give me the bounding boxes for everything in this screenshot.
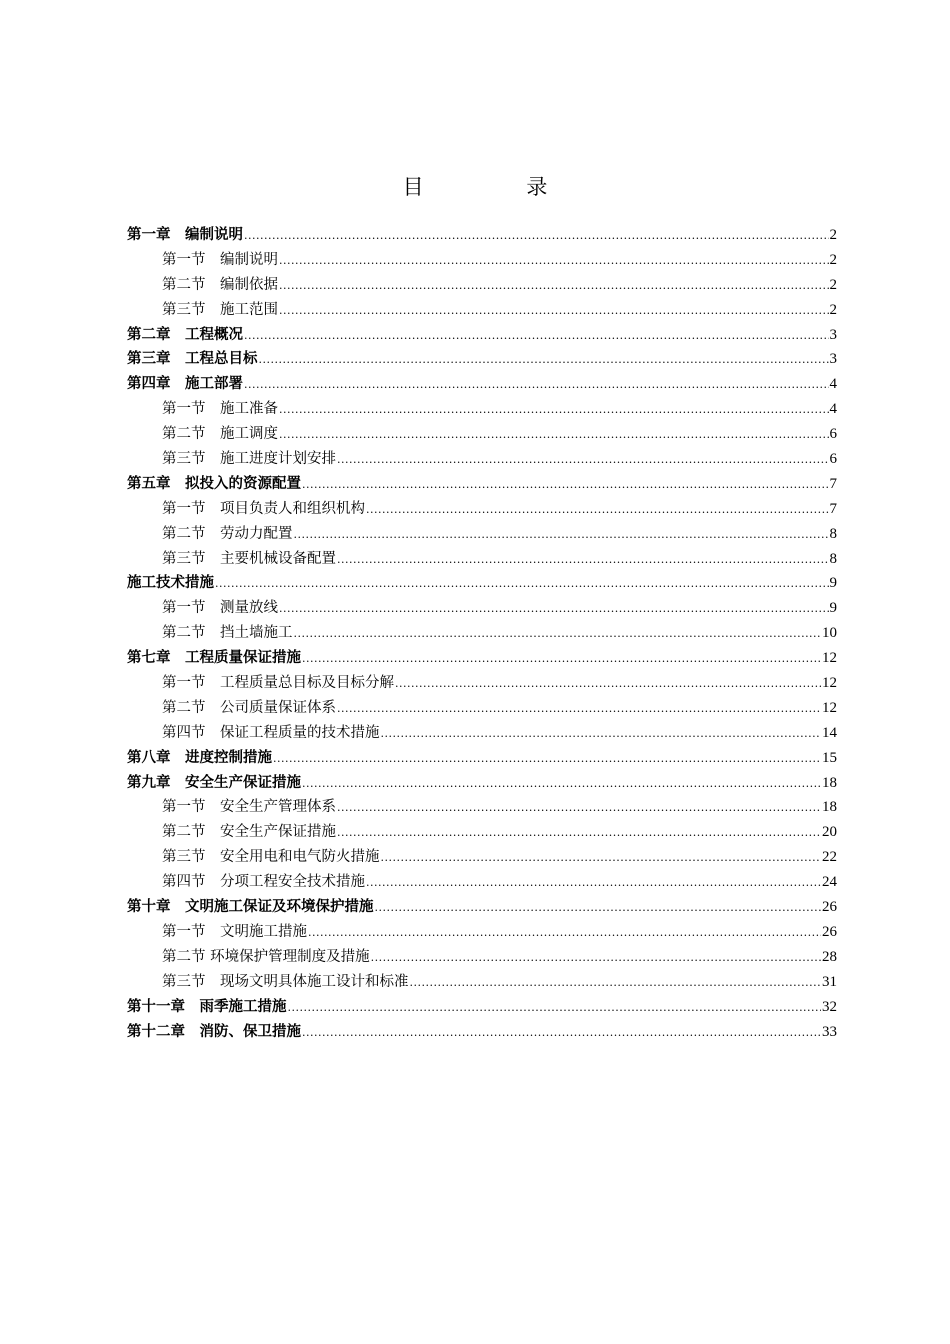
toc-dot-leader	[302, 647, 821, 672]
toc-entry-title: 第一节 项目负责人和组织机构	[162, 500, 365, 517]
toc-dot-leader	[375, 896, 822, 921]
toc-dot-leader	[215, 572, 829, 597]
toc-dot-leader	[337, 821, 821, 846]
toc-entry-title: 第七章 工程质量保证措施	[127, 650, 301, 667]
toc-section-entry[interactable]	[127, 248, 837, 273]
toc-chapter-entry[interactable]	[127, 571, 837, 596]
toc-dot-leader	[279, 423, 829, 448]
toc-entry-title: 第三节 安全用电和电气防火措施	[162, 849, 380, 866]
toc-page-number: 24	[822, 874, 837, 891]
toc-entry-title: 第一节 文明施工措施	[162, 923, 307, 940]
toc-entry-title: 第一节 测量放线	[162, 600, 278, 617]
toc-dot-leader	[279, 274, 829, 299]
toc-section-entry[interactable]	[127, 447, 837, 472]
toc-page-number: 10	[822, 625, 837, 642]
toc-page-number: 3	[829, 351, 837, 368]
toc-dot-leader	[244, 224, 829, 249]
toc-entry-title: 第二节 环境保护管理制度及措施	[162, 948, 370, 965]
toc-page-number: 4	[829, 401, 837, 418]
toc-page-number: 22	[822, 849, 837, 866]
toc-page-number: 12	[822, 675, 837, 692]
toc-page-number: 32	[822, 998, 837, 1015]
toc-section-entry[interactable]	[127, 870, 837, 895]
toc-section-entry[interactable]	[127, 845, 837, 870]
toc-section-entry[interactable]	[127, 920, 837, 945]
toc-page-number: 2	[829, 276, 837, 293]
toc-dot-leader	[302, 1021, 821, 1046]
toc-dot-leader	[337, 796, 821, 821]
toc-chapter-entry[interactable]	[127, 771, 837, 796]
toc-dot-leader	[294, 622, 822, 647]
toc-section-entry[interactable]	[127, 820, 837, 845]
toc-page-number: 8	[829, 525, 837, 542]
toc-entry-title: 第三节 施工范围	[162, 301, 278, 318]
toc-entry-title: 第四章 施工部署	[127, 376, 243, 393]
toc-page-number: 20	[822, 824, 837, 841]
toc-entry-title: 第四节 分项工程安全技术措施	[162, 874, 365, 891]
toc-chapter-entry[interactable]	[127, 1020, 837, 1045]
toc-chapter-entry[interactable]	[127, 746, 837, 771]
toc-dot-leader	[381, 846, 822, 871]
toc-entry-title: 第二节 劳动力配置	[162, 525, 293, 542]
toc-section-entry[interactable]	[127, 671, 837, 696]
toc-chapter-entry[interactable]	[127, 372, 837, 397]
toc-entry-title: 第一节 安全生产管理体系	[162, 799, 336, 816]
toc-section-entry[interactable]	[127, 970, 837, 995]
toc-chapter-entry[interactable]	[127, 323, 837, 348]
toc-page-number: 7	[829, 475, 837, 492]
toc-dot-leader	[366, 498, 829, 523]
toc-dot-leader	[279, 398, 829, 423]
toc-section-entry[interactable]	[127, 795, 837, 820]
toc-entry-title: 第五章 拟投入的资源配置	[127, 475, 301, 492]
toc-section-entry[interactable]	[127, 721, 837, 746]
toc-page-number: 26	[822, 899, 837, 916]
toc-page-number: 28	[822, 948, 837, 965]
toc-page-number: 9	[829, 575, 837, 592]
toc-chapter-entry[interactable]	[127, 223, 837, 248]
toc-entry-title: 第二节 施工调度	[162, 426, 278, 443]
toc-section-entry[interactable]	[127, 298, 837, 323]
toc-entry-title: 第三节 主要机械设备配置	[162, 550, 336, 567]
toc-chapter-entry[interactable]	[127, 995, 837, 1020]
toc-title: 目 录	[402, 175, 596, 199]
toc-page-number: 26	[822, 923, 837, 940]
toc-dot-leader	[337, 697, 821, 722]
toc-page-number: 9	[829, 600, 837, 617]
toc-entry-title: 第三节 施工进度计划安排	[162, 451, 336, 468]
toc-dot-leader	[366, 871, 821, 896]
toc-page-number: 3	[829, 326, 837, 343]
toc-dot-leader	[395, 672, 821, 697]
table-of-contents	[127, 223, 837, 1044]
toc-page-number: 2	[829, 227, 837, 243]
toc-dot-leader	[308, 921, 821, 946]
toc-dot-leader	[337, 448, 829, 473]
toc-entry-title: 第二节 编制依据	[162, 276, 278, 293]
toc-chapter-entry[interactable]	[127, 472, 837, 497]
toc-page-number: 8	[829, 550, 837, 567]
toc-dot-leader	[337, 548, 829, 573]
toc-page-number: 18	[822, 799, 837, 816]
toc-page-number: 4	[829, 376, 837, 393]
toc-entry-title: 第一节 施工准备	[162, 401, 278, 418]
toc-section-entry[interactable]	[127, 397, 837, 422]
toc-section-entry[interactable]	[127, 621, 837, 646]
toc-entry-title: 施工技术措施	[127, 575, 214, 592]
toc-dot-leader	[279, 597, 829, 622]
toc-page-number: 33	[822, 1023, 837, 1040]
toc-section-entry[interactable]	[127, 596, 837, 621]
toc-entry-title: 第三节 现场文明具体施工设计和标准	[162, 973, 409, 990]
toc-dot-leader	[302, 772, 821, 797]
toc-entry-title: 第二章 工程概况	[127, 326, 243, 343]
toc-dot-leader	[294, 523, 829, 548]
toc-dot-leader	[273, 747, 821, 772]
toc-entry-title: 第一节 工程质量总目标及目标分解	[162, 675, 394, 692]
toc-dot-leader	[302, 473, 829, 498]
toc-entry-title: 第八章 进度控制措施	[127, 749, 272, 766]
toc-entry-title: 第十章 文明施工保证及环境保护措施	[127, 899, 374, 916]
toc-section-entry[interactable]	[127, 497, 837, 522]
toc-dot-leader	[279, 299, 829, 324]
toc-chapter-entry[interactable]	[127, 646, 837, 671]
toc-entry-title: 第二节 安全生产保证措施	[162, 824, 336, 841]
toc-section-entry[interactable]	[127, 547, 837, 572]
toc-dot-leader	[288, 996, 822, 1021]
toc-entry-title: 第三章 工程总目标	[127, 351, 258, 368]
toc-page-number: 12	[822, 650, 837, 667]
toc-dot-leader	[279, 249, 829, 274]
toc-chapter-entry[interactable]	[127, 895, 837, 920]
toc-entry-title: 第一章 编制说明	[127, 227, 243, 243]
toc-section-entry[interactable]	[127, 945, 837, 970]
toc-page-number: 2	[829, 301, 837, 318]
toc-page-number: 15	[822, 749, 837, 766]
toc-chapter-entry[interactable]	[127, 347, 837, 372]
toc-entry-title: 第九章 安全生产保证措施	[127, 774, 301, 791]
toc-entry-title: 第一节 编制说明	[162, 251, 278, 268]
toc-section-entry[interactable]	[127, 696, 837, 721]
toc-page-number: 6	[829, 451, 837, 468]
toc-page-number: 2	[829, 251, 837, 268]
toc-entry-title: 第十一章 雨季施工措施	[127, 998, 287, 1015]
toc-dot-leader	[259, 348, 829, 373]
toc-section-entry[interactable]	[127, 273, 837, 298]
toc-page-number: 7	[829, 500, 837, 517]
toc-page-number: 6	[829, 426, 837, 443]
toc-entry-title: 第四节 保证工程质量的技术措施	[162, 724, 380, 741]
toc-page-number: 12	[822, 699, 837, 716]
toc-entry-title: 第二节 公司质量保证体系	[162, 699, 336, 716]
toc-page-number: 31	[822, 973, 837, 990]
toc-section-entry[interactable]	[127, 422, 837, 447]
toc-dot-leader	[410, 971, 822, 996]
toc-section-entry[interactable]	[127, 522, 837, 547]
toc-dot-leader	[244, 373, 829, 398]
toc-entry-title: 第十二章 消防、保卫措施	[127, 1023, 301, 1040]
toc-dot-leader	[371, 946, 821, 971]
toc-page-number: 14	[822, 724, 837, 741]
toc-dot-leader	[244, 324, 829, 349]
toc-page-number: 18	[822, 774, 837, 791]
toc-dot-leader	[381, 722, 822, 747]
toc-entry-title: 第二节 挡土墙施工	[162, 625, 293, 642]
